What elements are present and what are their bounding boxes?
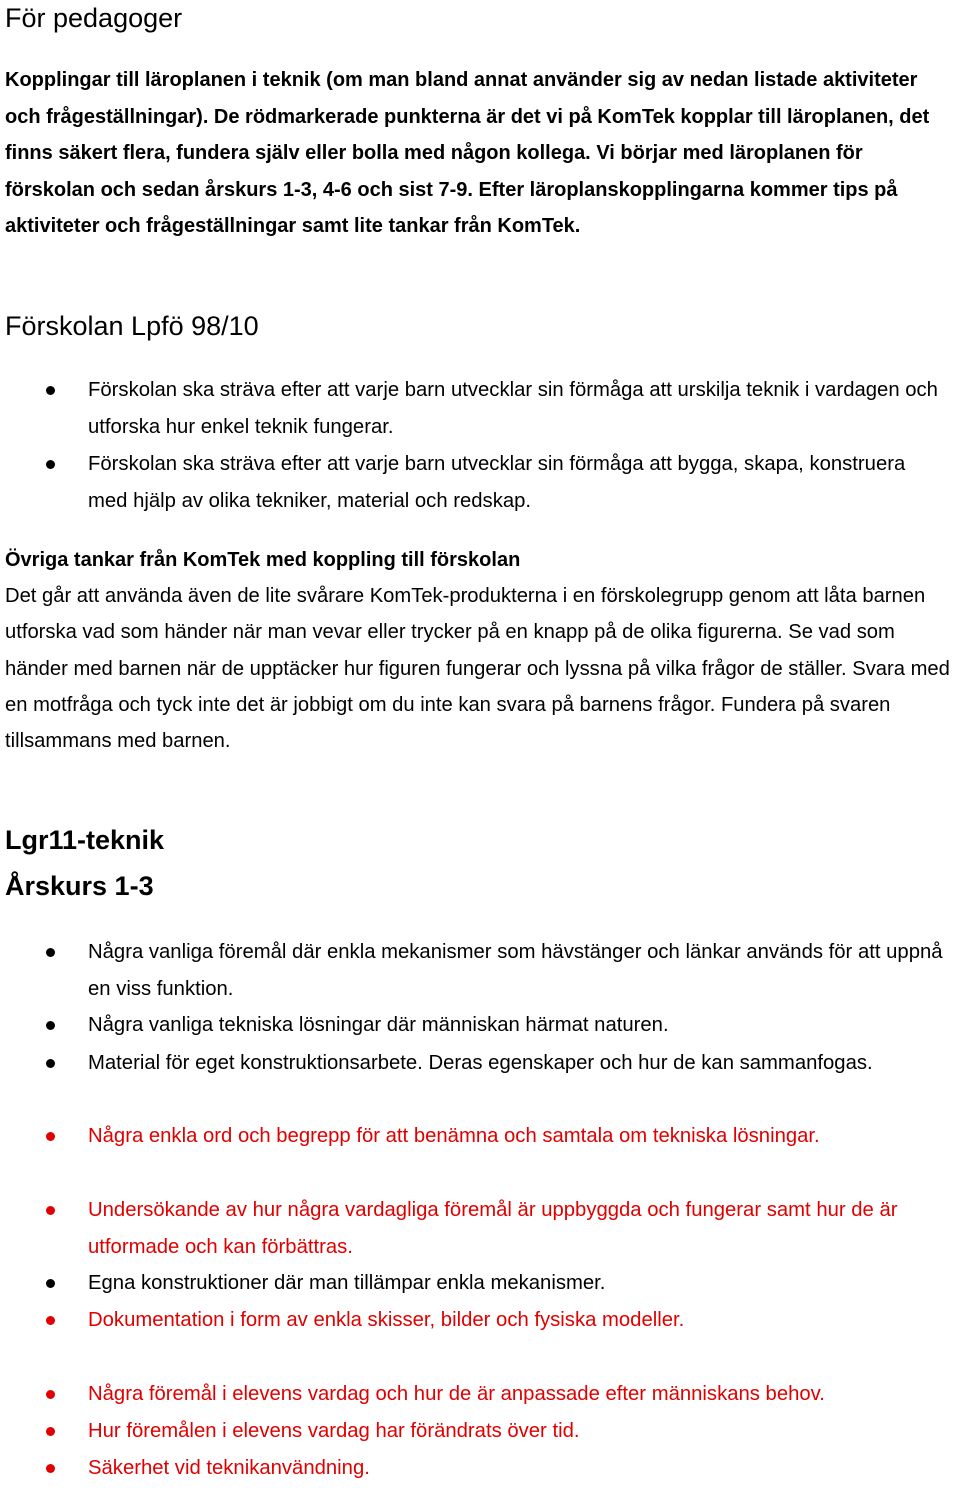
list-item-text: Undersökande av hur några vardagliga föremål är uppbyggda och fungerar samt hur de är utformade och kan förbättras. xyxy=(88,1199,898,1258)
bullet-icon xyxy=(46,460,55,469)
bullet-icon xyxy=(46,1390,55,1399)
bullet-icon xyxy=(46,1059,55,1068)
page-title: För pedagoger xyxy=(5,3,183,33)
list-item-text: Säkerhet vid teknikanvändning. xyxy=(88,1457,370,1479)
intro-sentence-2: Vi börjar med läroplanen för förskolan och sedan årskurs 1-3, 4-6 och sist 7-9. xyxy=(5,142,863,201)
intro-sentence-1: Kopplingar till läroplanen i teknik (om man bland annat använder sig av nedan listade aktiviteter och frågeställningar). De rödmarkerade punkterna är det vi på KomTek kopplar till läroplanen, det finns säkert flera, fundera själv eller bolla med någon kollega. xyxy=(5,69,930,164)
bullet-icon xyxy=(46,948,55,957)
section-title-lgr11: Lgr11-teknik xyxy=(5,825,165,855)
list-item-text: Egna konstruktioner där man tillämpar enkla mekanismer. xyxy=(88,1272,606,1294)
bullet-icon xyxy=(46,1021,55,1030)
list-item-text: Hur föremålen i elevens vardag har förändrats över tid. xyxy=(88,1420,580,1442)
ovriga-paragraph: Det går att använda även de lite svårare KomTek-produkterna i en förskolegrupp genom att låta barnen utforska vad som händer när man vevar eller trycker på en knapp på de olika figurerna. Se vad som händer med barnen när de upptäcker hur figuren fungerar och lyssna på vilka frågor de ställer. Svara med en motfråga och tyck inte det är jobbigt om du inte kan svara på barnens frågor. Fundera på svaren tillsammans med barnen. xyxy=(5,585,950,753)
list-item-text: Dokumentation i form av enkla skisser, bilder och fysiska modeller. xyxy=(88,1309,685,1331)
section-subtitle-ovriga: Övriga tankar från KomTek med koppling till förskolan xyxy=(5,549,521,571)
list-item-text: Några vanliga föremål där enkla mekanismer som hävstänger och länkar används för att uppnå en viss funktion. xyxy=(88,941,943,1000)
bullet-icon xyxy=(46,1279,55,1288)
list-item-text: Material för eget konstruktionsarbete. Deras egenskaper och hur de kan sammanfogas. xyxy=(88,1052,873,1074)
bullet-icon xyxy=(46,1316,55,1325)
intro-paragraph xyxy=(5,62,955,245)
section-subtitle-arskurs: Årskurs 1-3 xyxy=(5,871,154,901)
intro-sentence xyxy=(5,62,955,245)
section-title-forskolan: Förskolan Lpfö 98/10 xyxy=(5,311,259,341)
list-item-text: Några vanliga tekniska lösningar där människan härmat naturen. xyxy=(88,1014,669,1036)
bullet-icon xyxy=(46,1427,55,1436)
intro-sentence-3: Efter läroplanskopplingarna kommer tips på aktiviteter och frågeställningar samt lite tankar från KomTek. xyxy=(5,178,898,237)
list-item-text: Några föremål i elevens vardag och hur de är anpassade efter människans behov. xyxy=(88,1383,825,1405)
bullet-icon xyxy=(46,1132,55,1141)
bullet-icon xyxy=(46,1464,55,1473)
bullet-icon xyxy=(46,386,55,395)
list-item-text: Förskolan ska sträva efter att varje barn utvecklar sin förmåga att bygga, skapa, konstruera med hjälp av olika tekniker, material och redskap. xyxy=(88,453,906,512)
list-item-text: Förskolan ska sträva efter att varje barn utvecklar sin förmåga att urskilja teknik i vardagen och utforska hur enkel teknik fungerar. xyxy=(88,379,938,438)
bullet-icon xyxy=(46,1206,55,1215)
list-item-text: Några enkla ord och begrepp för att benämna och samtala om tekniska lösningar. xyxy=(88,1125,820,1147)
